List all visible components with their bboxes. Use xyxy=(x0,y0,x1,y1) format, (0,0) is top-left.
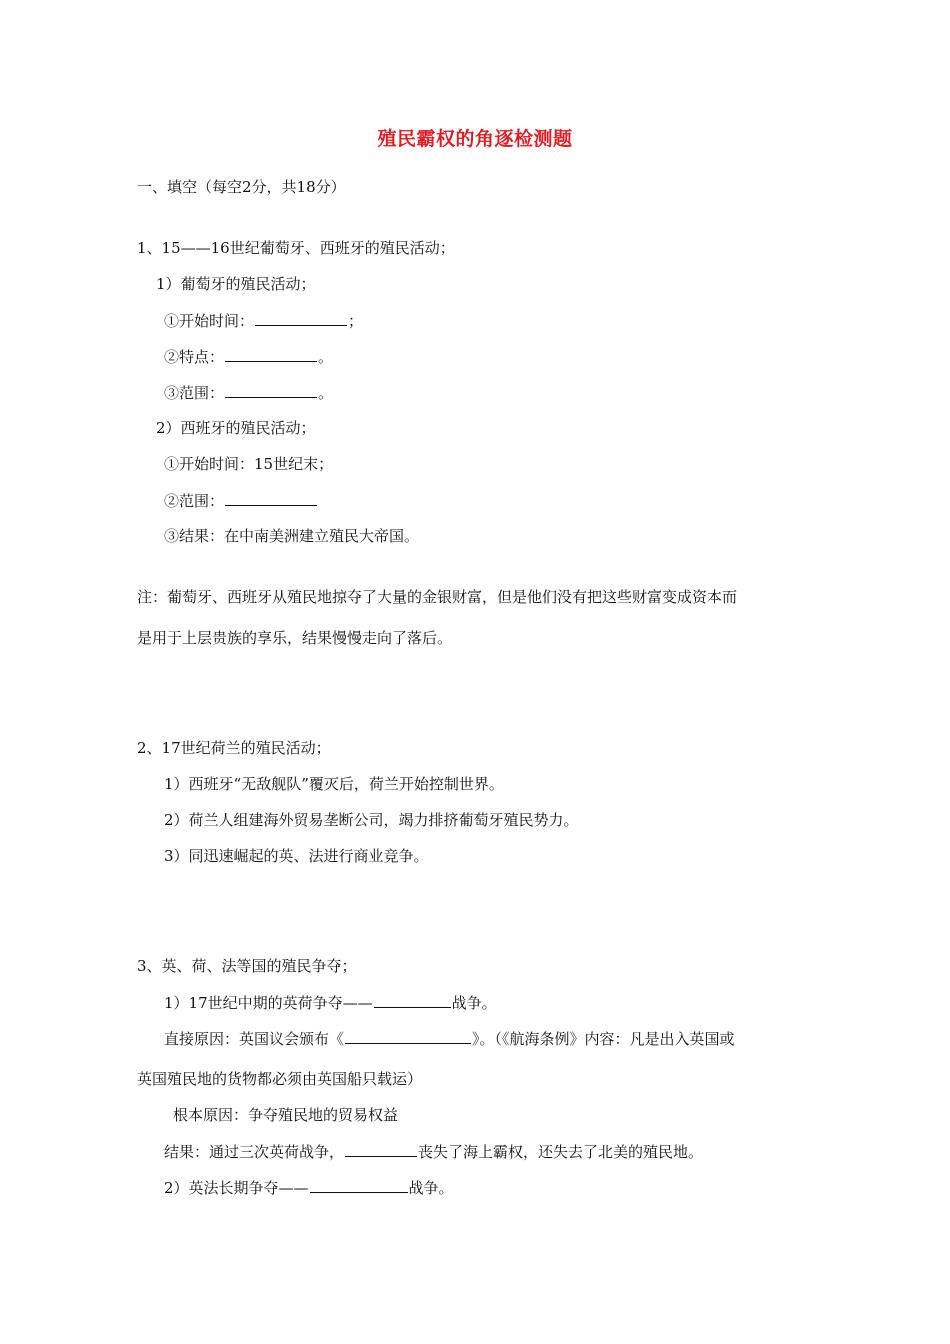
q2-item-3: 3）同迅速崛起的英、法进行商业竞争。 xyxy=(164,847,429,865)
q3-p1-post: 战争。 xyxy=(451,994,497,1012)
q1-p1-a-label: ①开始时间： xyxy=(164,312,255,330)
page-title: 殖民霸权的角逐检测题 xyxy=(377,128,573,150)
q3-p2-post: 战争。 xyxy=(408,1179,454,1197)
q1-part1-heading: 1）葡萄牙的殖民活动； xyxy=(156,275,316,293)
q2-item-2: 2）荷兰人组建海外贸易垄断公司，竭力排挤葡萄牙殖民势力。 xyxy=(164,811,579,829)
q3-direct-cause-cont: 英国殖民地的货物都必须由英国船只载运） xyxy=(137,1070,423,1088)
note-line-2: 是用于上层贵族的享乐，结果慢慢走向了落后。 xyxy=(137,629,453,647)
q1-p2-start-time: ①开始时间：15世纪末； xyxy=(164,455,334,473)
question-3-heading: 3、英、荷、法等国的殖民争夺； xyxy=(137,957,357,975)
q3-result-pre: 结果：通过三次英荷战争， xyxy=(164,1143,345,1161)
answer-blank[interactable] xyxy=(255,310,347,326)
q1-p1-scope xyxy=(164,382,333,403)
answer-blank[interactable] xyxy=(345,1141,417,1157)
q3-root-cause: 根本原因：争夺殖民地的贸易权益 xyxy=(173,1106,399,1124)
q1-p1-b-end: 。 xyxy=(318,348,334,366)
q3-p1-pre: 1）17世纪中期的英荷争夺—— xyxy=(164,994,373,1012)
answer-blank[interactable] xyxy=(345,1028,471,1044)
answer-blank[interactable] xyxy=(225,346,317,362)
q3-part2 xyxy=(164,1177,454,1198)
answer-blank[interactable] xyxy=(225,382,317,398)
q3-direct-post: 》。（《航海条例》内容：凡是出入英国或 xyxy=(472,1030,735,1048)
q1-p1-c-end: 。 xyxy=(318,384,334,402)
question-1-heading: 1、15——16世纪葡萄牙、西班牙的殖民活动； xyxy=(137,239,455,257)
q1-p1-feature xyxy=(164,346,333,367)
q2-item-1: 1）西班牙“无敌舰队”覆灭后，荷兰开始控制世界。 xyxy=(164,775,504,793)
note-line-1: 注：葡萄牙、西班牙从殖民地掠夺了大量的金银财富，但是他们没有把这些财富变成资本而 xyxy=(137,588,738,606)
q3-result xyxy=(164,1141,703,1162)
q1-part2-heading: 2）西班牙的殖民活动； xyxy=(156,419,316,437)
section-heading: 一、填空（每空2分，共18分） xyxy=(137,178,346,196)
q3-p2-pre: 2）英法长期争夺—— xyxy=(164,1179,309,1197)
question-2-heading: 2、17世纪荷兰的殖民活动； xyxy=(137,739,331,757)
q3-result-post: 丧失了海上霸权，还失去了北美的殖民地。 xyxy=(418,1143,704,1161)
q1-p1-b-label: ②特点： xyxy=(164,348,225,366)
answer-blank[interactable] xyxy=(310,1177,408,1193)
answer-blank[interactable] xyxy=(374,992,451,1008)
q1-p2-result: ③结果：在中南美洲建立殖民大帝国。 xyxy=(164,527,420,545)
q3-direct-pre: 直接原因：英国议会颁布《 xyxy=(164,1030,345,1048)
q1-p1-start-time xyxy=(164,310,363,331)
q1-p1-c-label: ③范围： xyxy=(164,384,225,402)
q1-p1-a-end: ； xyxy=(348,312,364,330)
q3-direct-cause xyxy=(164,1028,735,1049)
q1-p2-scope xyxy=(164,490,318,511)
q1-p2-b-label: ②范围： xyxy=(164,492,225,510)
q3-part1 xyxy=(164,992,497,1013)
answer-blank[interactable] xyxy=(225,490,317,506)
